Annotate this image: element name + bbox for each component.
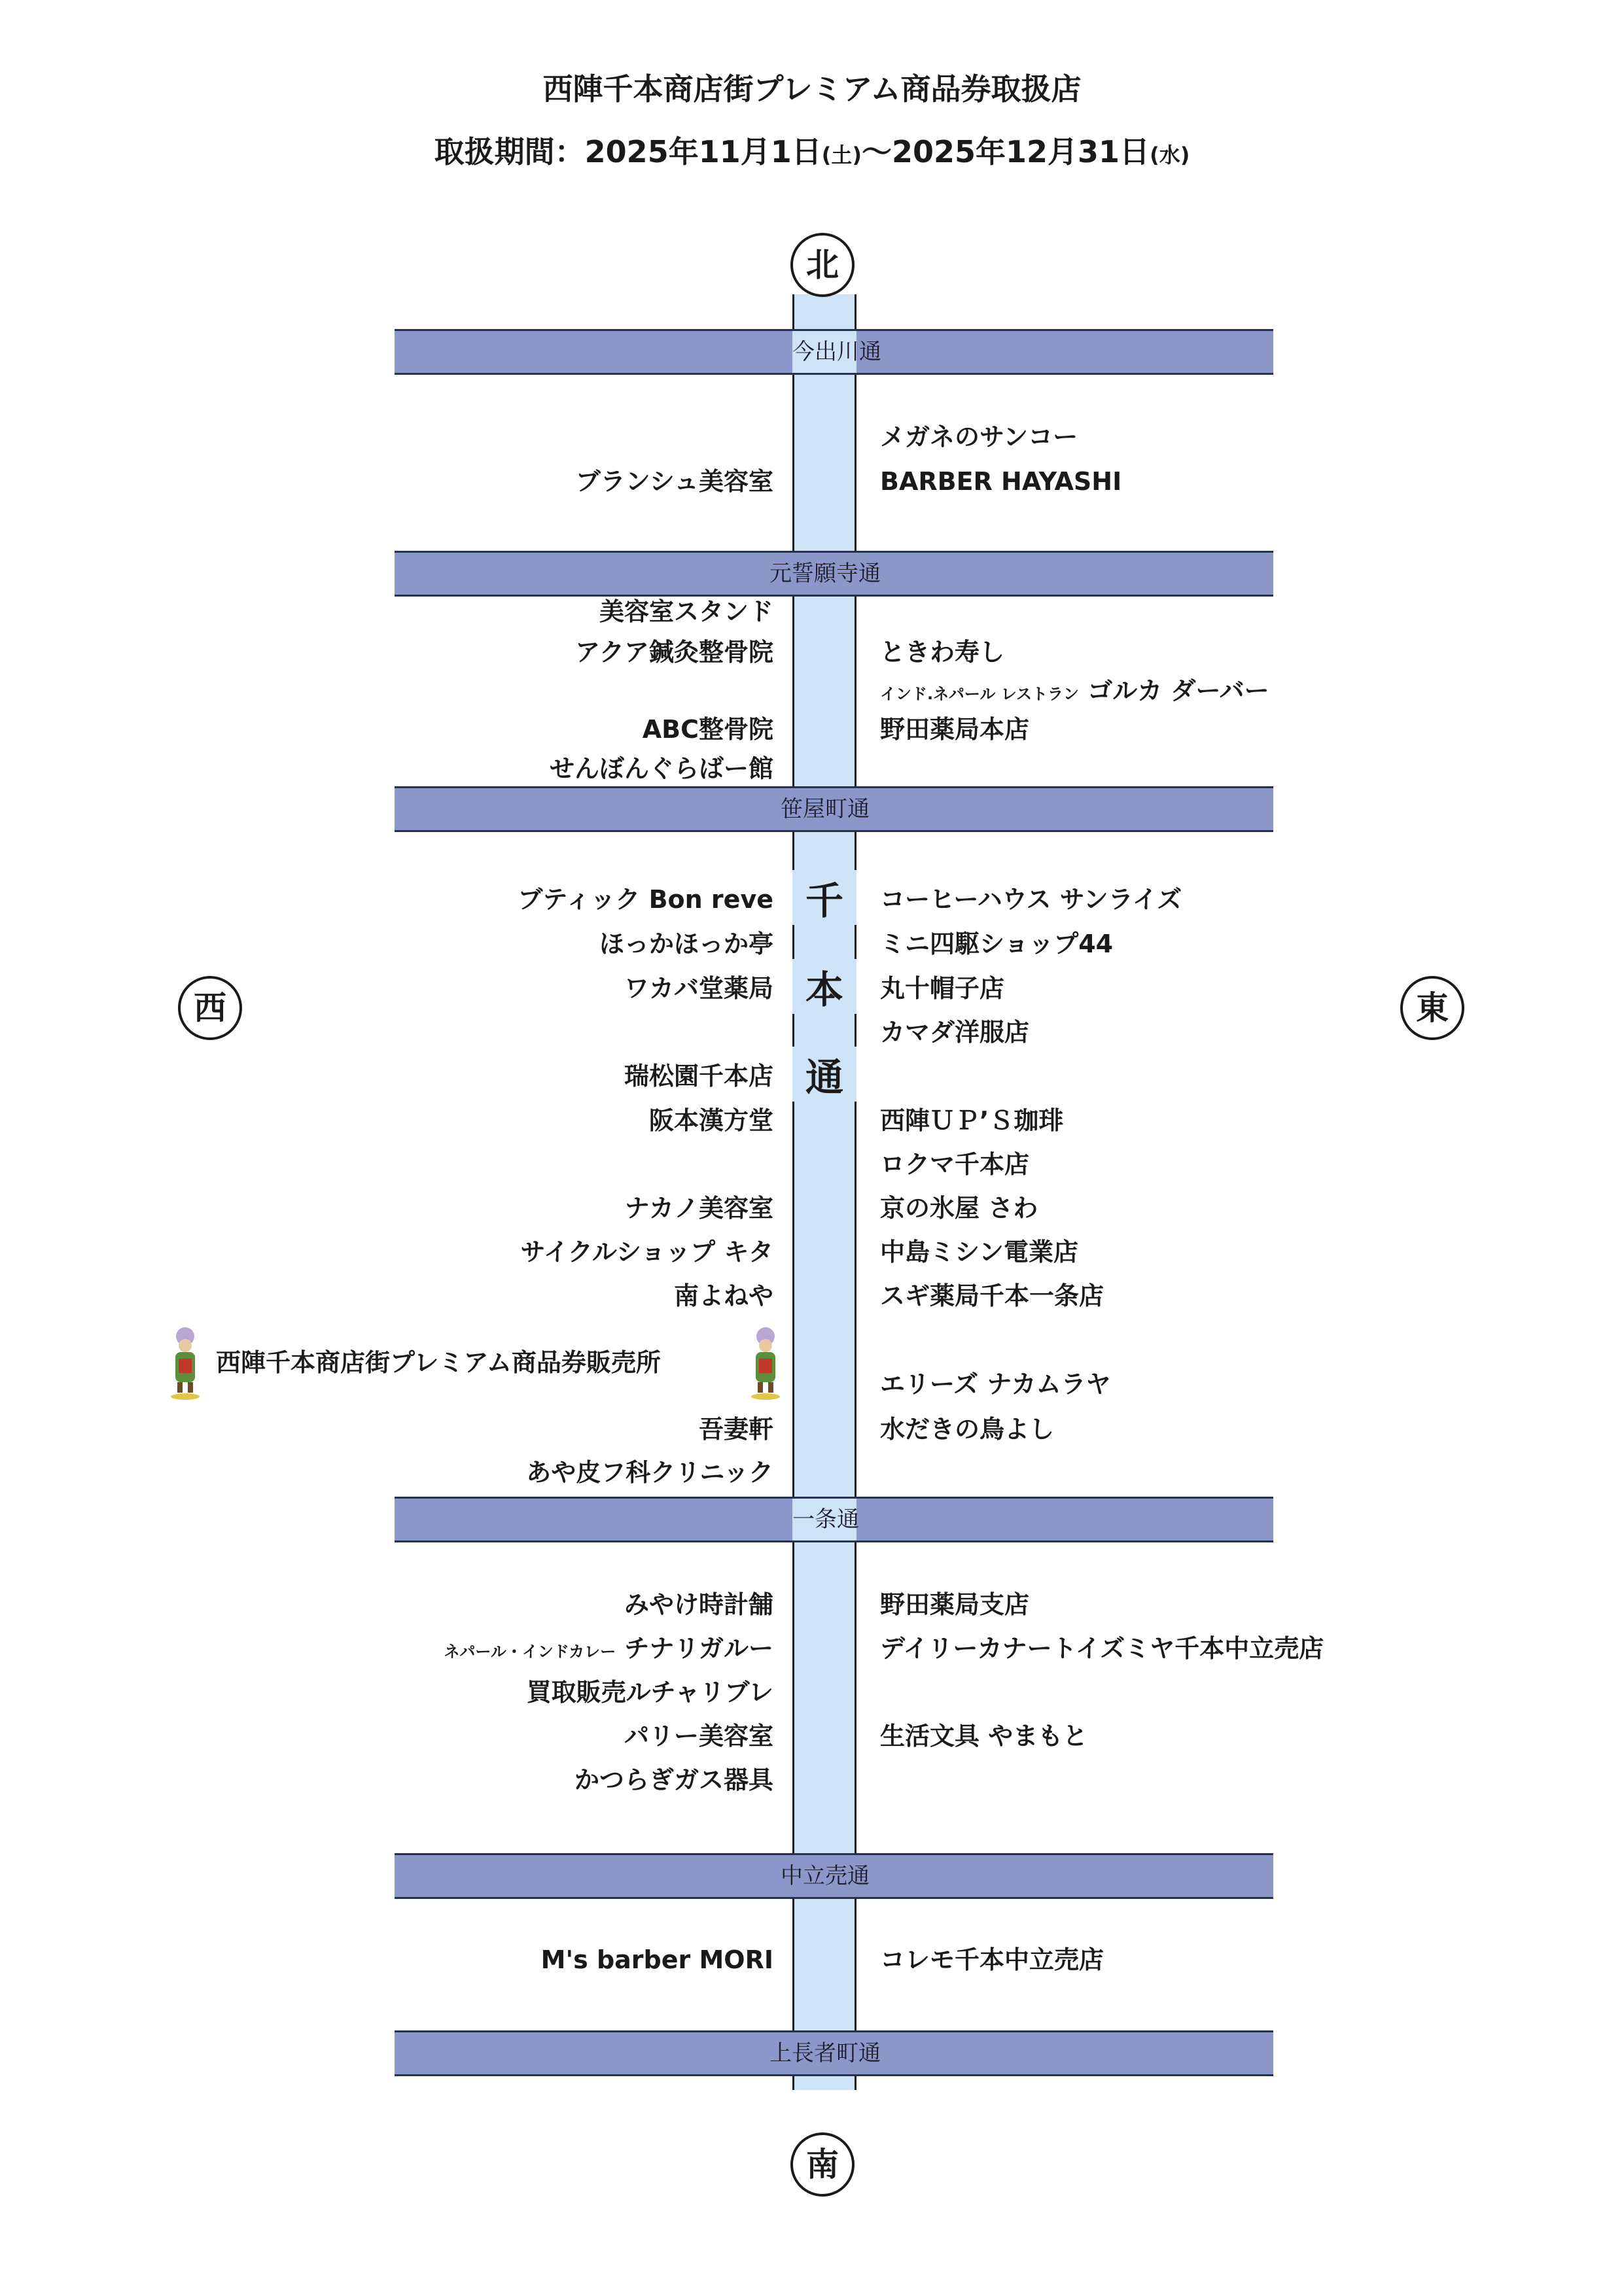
street-motoseiganji xyxy=(395,551,1273,597)
shop-entry: 吾妻軒 xyxy=(698,1415,773,1444)
shop-entry: ほっかほっか亭 xyxy=(599,930,773,958)
shop-entry: メガネのサンコー xyxy=(880,423,1078,451)
shop-entry: スギ薬局千本一条店 xyxy=(880,1281,1104,1310)
shop-entry: BARBER HAYASHI xyxy=(880,467,1122,496)
street-label: 元誓願寺通 xyxy=(769,561,881,587)
shop-entry: ABC整骨院 xyxy=(642,715,773,744)
shop-entry xyxy=(444,1633,773,1667)
shop-entry: 瑞松園千本店 xyxy=(624,1062,773,1090)
shop-entry: あや皮フ科クリニック xyxy=(526,1458,773,1487)
shop-entry: アクア鍼灸整骨院 xyxy=(575,638,773,667)
shop-entry: 美容室スタンド xyxy=(599,597,773,626)
page-title: 西陣千本商店街プレミアム商品券取扱店 xyxy=(542,71,1082,107)
street-kamichojamachi xyxy=(395,2030,1273,2076)
period-label: 取扱期間： xyxy=(434,134,585,169)
shop-entry: コーヒーハウス サンライズ xyxy=(880,885,1182,914)
shop-entry: ワカバ堂薬局 xyxy=(624,974,773,1003)
shop-entry: デイリーカナートイズミヤ千本中立売店 xyxy=(880,1634,1324,1663)
shop-entry: 西陣ＵＰ’Ｓ珈琲 xyxy=(880,1106,1064,1135)
street-label: 上長者町通 xyxy=(769,2040,881,2066)
shop-entry: 阪本漢方堂 xyxy=(648,1106,773,1135)
shop-entry: 野田薬局支店 xyxy=(880,1590,1030,1619)
shop-entry: パリー美容室 xyxy=(624,1722,773,1750)
shop-entry: 生活文具 やまもと xyxy=(880,1722,1088,1750)
avenue-name-char: 千 xyxy=(792,870,856,925)
shop-entry: カマダ洋服店 xyxy=(880,1018,1030,1047)
shop-entry: 買取販売ルチャリブレ xyxy=(526,1678,773,1707)
shop-entry: サイクルショップ キタ xyxy=(520,1238,773,1266)
shop-entry: ミニ四駆ショップ44 xyxy=(880,930,1114,958)
shop-entry xyxy=(880,676,1269,709)
shop-entry: M's barber MORI xyxy=(540,1945,773,1974)
shop-entry: ブティック Bon reve xyxy=(518,885,773,914)
start-weekday: (土) xyxy=(821,143,862,167)
shop-entry: 中島ミシン電業店 xyxy=(880,1238,1079,1266)
shop-entry: かつらぎガス器具 xyxy=(574,1765,773,1794)
end-weekday: (水) xyxy=(1150,143,1190,167)
shop-entry: ロクマ千本店 xyxy=(880,1150,1030,1179)
shop-category: ネパール・インドカレー xyxy=(444,1643,616,1661)
shop-entry: 野田薬局本店 xyxy=(880,715,1030,744)
street-label: 笹屋町通 xyxy=(781,796,870,822)
street-imadegawa xyxy=(395,329,1273,375)
shop-name: ゴルカ ダーバー xyxy=(1087,676,1269,705)
shop-entry: せんぼんぐらばー館 xyxy=(549,754,773,783)
shop-entry: ナカノ美容室 xyxy=(624,1194,773,1223)
date-tilde: ～ xyxy=(862,134,892,169)
shop-entry: ときわ寿し xyxy=(880,638,1005,667)
street-nakadachiuri xyxy=(395,1853,1273,1899)
street-label: 中立売通 xyxy=(781,1863,870,1889)
mascot-icon xyxy=(166,1325,205,1403)
compass-east: 東 xyxy=(1400,976,1464,1040)
voucher-sales-office: 西陣千本商店街プレミアム商品券販売所 xyxy=(216,1348,661,1377)
compass-north: 北 xyxy=(790,233,855,297)
shop-name: チナリガルー xyxy=(624,1634,773,1663)
end-date: 2025年12月31日 xyxy=(892,134,1150,169)
shop-entry: 京の氷屋 さわ xyxy=(880,1194,1038,1223)
shop-entry: みやけ時計舗 xyxy=(624,1590,773,1619)
compass-west: 西 xyxy=(178,976,242,1040)
street-label: 今出川通 xyxy=(792,331,856,373)
shop-entry: 丸十帽子店 xyxy=(880,974,1005,1003)
shop-entry: 南よねや xyxy=(673,1281,773,1310)
start-date: 2025年11月1日 xyxy=(584,134,822,169)
shop-entry: ブランシュ美容室 xyxy=(575,467,773,496)
shop-entry: 水だきの鳥よし xyxy=(880,1415,1055,1444)
avenue-name-char: 通 xyxy=(792,1047,856,1102)
compass-south: 南 xyxy=(790,2132,855,2197)
shop-category: インド.ネパール レストラン xyxy=(880,685,1080,703)
street-sasayamachi xyxy=(395,786,1273,832)
avenue-name-char: 本 xyxy=(792,959,856,1014)
shop-entry: エリーズ ナカムラヤ xyxy=(880,1370,1111,1399)
street-ichijo xyxy=(395,1497,1273,1542)
shop-entry: コレモ千本中立売店 xyxy=(880,1945,1104,1974)
street-label: 一条通 xyxy=(792,1499,856,1540)
mascot-icon xyxy=(746,1325,785,1403)
period-line xyxy=(0,128,1624,171)
